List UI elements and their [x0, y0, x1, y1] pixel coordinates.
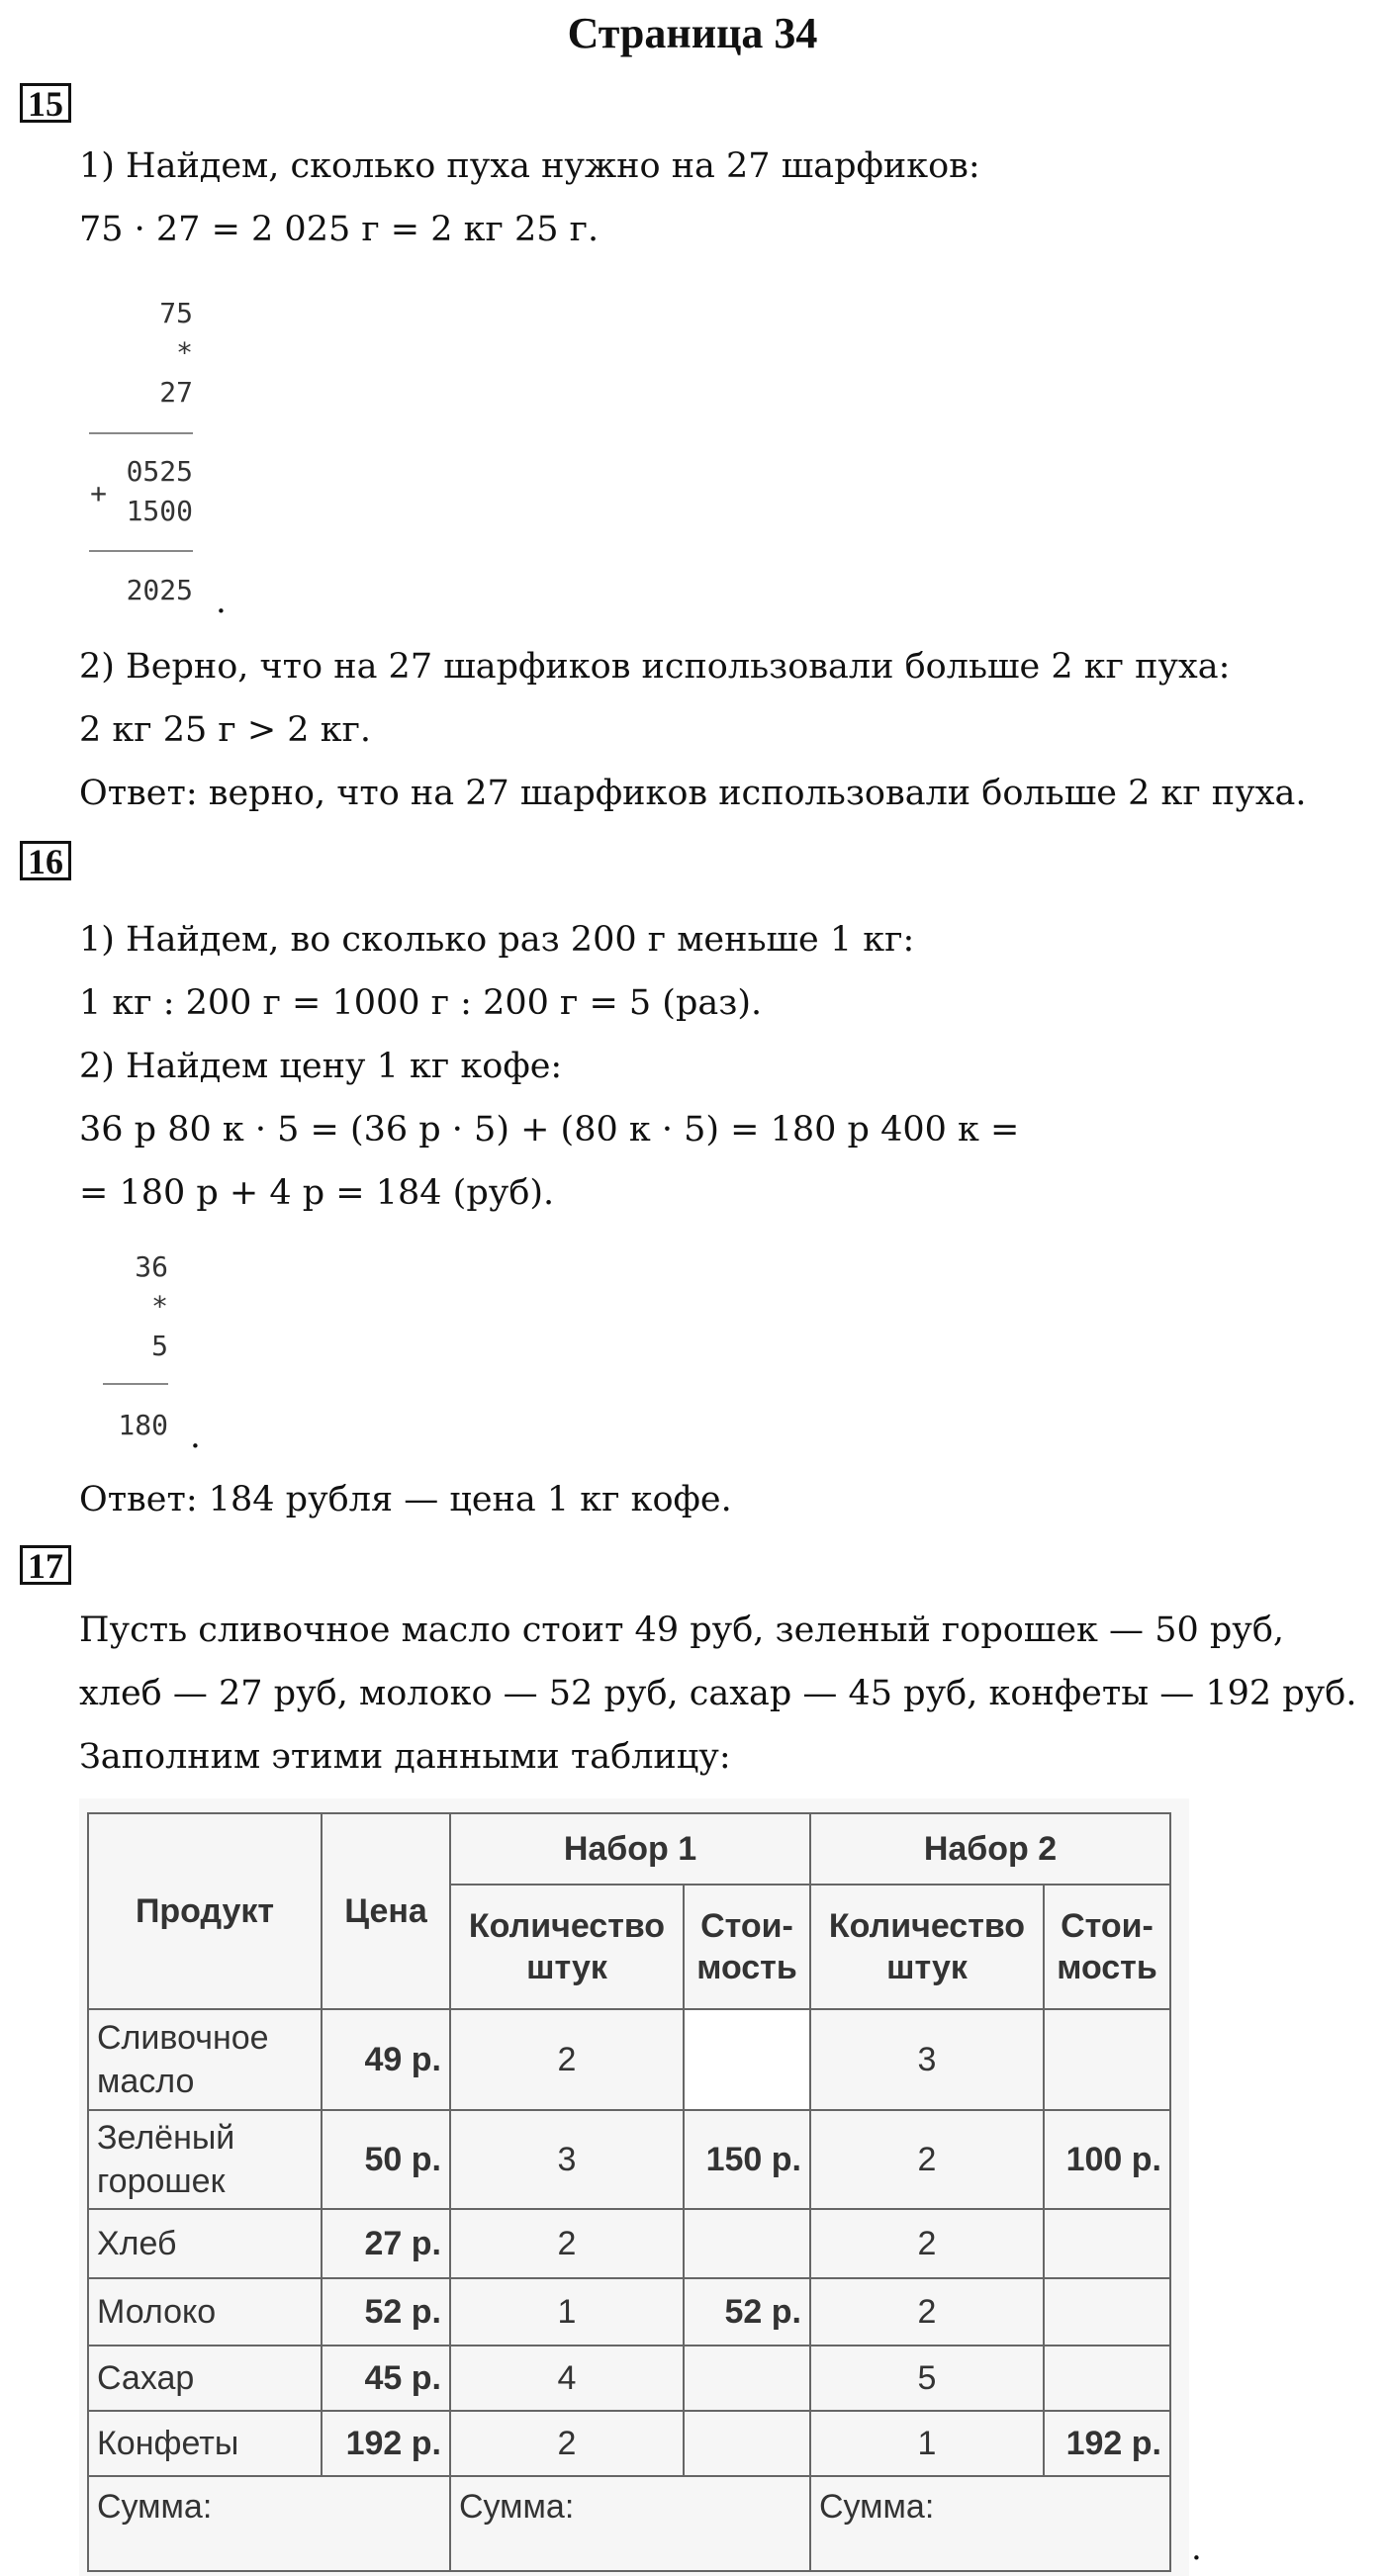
row-set2-cost — [1044, 2278, 1170, 2346]
row-set1-qty: 2 — [450, 2209, 684, 2278]
header-set1-cost: Стои-мость — [684, 1885, 810, 2009]
row-set2-qty: 2 — [810, 2278, 1044, 2346]
header-set2: Набор 2 — [810, 1813, 1170, 1885]
row-set1-cost — [684, 2411, 810, 2476]
table-row — [88, 2346, 1170, 2411]
task16-calc-dot: . — [190, 1417, 201, 1456]
row-set2-cost — [1044, 2209, 1170, 2278]
row-set1-qty: 1 — [450, 2278, 684, 2346]
task16-line2: 1 кг : 200 г = 1000 г : 200 г = 5 (раз). — [79, 983, 763, 1023]
product-table — [87, 1812, 1171, 2572]
task16-line4: 36 р 80 к · 5 = (36 р · 5) + (80 к · 5) = 180 р 400 к = — [79, 1110, 1020, 1150]
task15-calc-result: 2025 — [126, 574, 193, 606]
task17-end-dot: . — [1191, 2529, 1202, 2568]
task15-line2: 75 · 27 = 2 025 г = 2 кг 25 г. — [79, 210, 600, 249]
row-price: 50 р. — [322, 2110, 450, 2209]
task16-calc-rule — [103, 1383, 168, 1385]
row-price: 27 р. — [322, 2209, 450, 2278]
table-row — [88, 2278, 1170, 2346]
task15-calc-p1: 0525 — [126, 455, 193, 488]
row-set1-cost: 52 р. — [684, 2278, 810, 2346]
product-table-image — [79, 1798, 1189, 2576]
row-name: Конфеты — [88, 2411, 322, 2476]
sum-cell-price: Сумма: — [88, 2476, 450, 2571]
row-name: Молоко — [88, 2278, 322, 2346]
task17-line2: хлеб — 27 руб, молоко — 52 руб, сахар — 45 руб, конфеты — 192 руб. — [79, 1674, 1357, 1713]
row-set1-qty: 3 — [450, 2110, 684, 2209]
task15-answer: Ответ: верно, что на 27 шарфиков использовали больше 2 кг пуха. — [79, 774, 1307, 813]
task15-calc-dot: . — [216, 582, 227, 621]
row-price: 45 р. — [322, 2346, 450, 2411]
task15-calc-rule1 — [89, 432, 193, 434]
row-set2-qty: 5 — [810, 2346, 1044, 2411]
task16-line5: = 180 р + 4 р = 184 (руб). — [79, 1173, 555, 1213]
row-set1-qty: 2 — [450, 2009, 684, 2110]
task15-calc-plus: + — [90, 477, 107, 509]
header-price: Цена — [322, 1813, 450, 2009]
row-set1-cost: 150 р. — [684, 2110, 810, 2209]
task15-calc-a: 75 — [159, 297, 193, 329]
row-set1-qty: 4 — [450, 2346, 684, 2411]
row-set1-cost — [684, 2209, 810, 2278]
row-price: 52 р. — [322, 2278, 450, 2346]
sum-row — [88, 2476, 1170, 2571]
task-number-15: 15 — [20, 83, 71, 123]
row-name: Хлеб — [88, 2209, 322, 2278]
row-set2-cost: 100 р. — [1044, 2110, 1170, 2209]
task16-calc-result: 180 — [118, 1409, 168, 1441]
task15-line4: 2 кг 25 г > 2 кг. — [79, 710, 372, 750]
table-row — [88, 2110, 1170, 2209]
row-set1-cost — [684, 2346, 810, 2411]
sum-cell-set2: Сумма: — [810, 2476, 1170, 2571]
header-set1-qty: Количество штук — [450, 1885, 684, 2009]
task15-line3: 2) Верно, что на 27 шарфиков использовали больше 2 кг пуха: — [79, 647, 1231, 687]
task17-line3: Заполним этими данными таблицу: — [79, 1737, 731, 1777]
row-set1-cost — [684, 2009, 810, 2110]
page-title: Страница 34 — [567, 9, 818, 57]
row-set2-cost — [1044, 2009, 1170, 2110]
header-set2-qty: Количество штук — [810, 1885, 1044, 2009]
header-set2-cost: Стои-мость — [1044, 1885, 1170, 2009]
task15-calc-p2: 1500 — [126, 495, 193, 527]
table-row — [88, 2411, 1170, 2476]
row-name: Зелёный горошек — [88, 2110, 322, 2209]
task16-calc-a: 36 — [135, 1250, 168, 1283]
task16-calc-b: 5 — [151, 1330, 168, 1362]
task16-line1: 1) Найдем, во сколько раз 200 г меньше 1 кг: — [79, 920, 915, 960]
row-set2-cost: 192 р. — [1044, 2411, 1170, 2476]
task15-line1: 1) Найдем, сколько пуха нужно на 27 шарфиков: — [79, 146, 980, 186]
task15-calc-rule2 — [89, 550, 193, 552]
task15-calc-b: 27 — [159, 376, 193, 409]
row-set2-qty: 2 — [810, 2110, 1044, 2209]
task15-calc-op: * — [176, 336, 193, 369]
row-price: 49 р. — [322, 2009, 450, 2110]
table-row — [88, 2209, 1170, 2278]
row-set2-qty: 1 — [810, 2411, 1044, 2476]
header-set1: Набор 1 — [450, 1813, 810, 1885]
header-product: Продукт — [88, 1813, 322, 2009]
row-price: 192 р. — [322, 2411, 450, 2476]
task16-calc-op: * — [151, 1290, 168, 1323]
row-set2-cost — [1044, 2346, 1170, 2411]
row-name: Сливочное масло — [88, 2009, 322, 2110]
row-set2-qty: 2 — [810, 2209, 1044, 2278]
task-number-16: 16 — [20, 841, 71, 880]
task16-line3: 2) Найдем цену 1 кг кофе: — [79, 1047, 563, 1086]
task-number-17: 17 — [20, 1545, 71, 1585]
task17-line1: Пусть сливочное масло стоит 49 руб, зеленый горошек — 50 руб, — [79, 1610, 1285, 1650]
sum-cell-set1: Сумма: — [450, 2476, 810, 2571]
row-set2-qty: 3 — [810, 2009, 1044, 2110]
table-row — [88, 2009, 1170, 2110]
row-name: Сахар — [88, 2346, 322, 2411]
row-set1-qty: 2 — [450, 2411, 684, 2476]
task16-answer: Ответ: 184 рубля — цена 1 кг кофе. — [79, 1480, 732, 1519]
